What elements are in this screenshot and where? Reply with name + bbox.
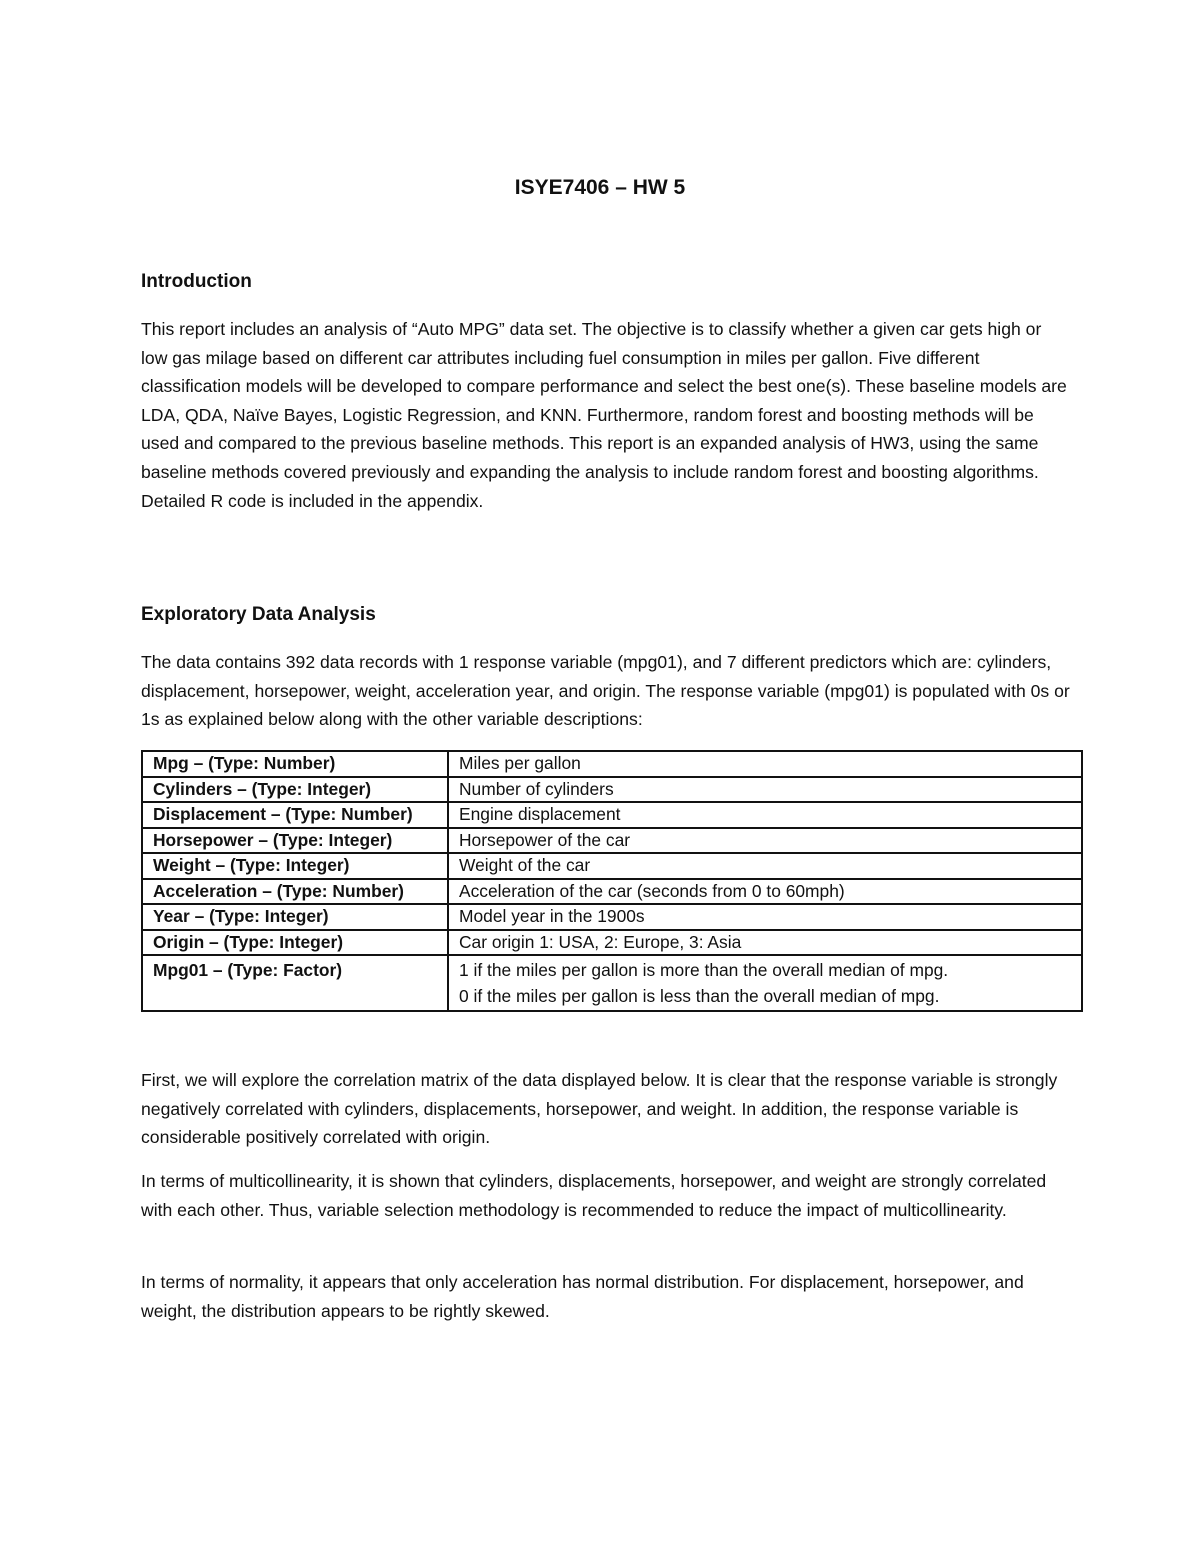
variable-name-cell: Displacement – (Type: Number) — [142, 802, 448, 828]
variable-description-cell: Car origin 1: USA, 2: Europe, 3: Asia — [448, 930, 1082, 956]
table-row — [142, 955, 1082, 1011]
introduction-paragraph: This report includes an analysis of “Auto MPG” data set. The objective is to classify whether a given car gets high or low gas milage based on different car attributes including fuel consumption in miles per gallon. Five different classification models will be developed to compare performance and select the best one(s). These baseline models are LDA, QDA, Naïve Bayes, Logistic Regression, and KNN. Furthermore, random forest and boosting methods will be used and compared to the previous baseline methods. This report is an expanded analysis of HW3, using the same baseline methods covered previously and expanding the analysis to include random forest and boosting algorithms. Detailed R code is included in the appendix. — [141, 319, 1067, 511]
variable-name-cell: Year – (Type: Integer) — [142, 904, 448, 930]
variable-description-cell: Acceleration of the car (seconds from 0 to 60mph) — [448, 879, 1082, 905]
variable-description-cell: Miles per gallon — [448, 751, 1082, 777]
table-row — [142, 930, 1082, 956]
variable-table — [141, 750, 1083, 1012]
normality-paragraph: In terms of normality, it appears that only acceleration has normal distribution. For displacement, horsepower, and weight, the distribution appears to be rightly skewed. — [141, 1272, 1024, 1321]
description-line: 0 if the miles per gallon is less than the overall median of mpg. — [459, 986, 940, 1006]
variable-name-cell: Mpg01 – (Type: Factor) — [142, 955, 448, 1011]
variable-name-cell: Acceleration – (Type: Number) — [142, 879, 448, 905]
table-row — [142, 904, 1082, 930]
document-title: ISYE7406 – HW 5 — [514, 176, 686, 199]
variable-description-cell: Horsepower of the car — [448, 828, 1082, 854]
variable-description-cell: Weight of the car — [448, 853, 1082, 879]
table-row — [142, 879, 1082, 905]
variable-name-cell: Weight – (Type: Integer) — [142, 853, 448, 879]
multicollinearity-paragraph: In terms of multicollinearity, it is shown that cylinders, displacements, horsepower, and weight are strongly correlated with each other. Thus, variable selection methodology is recommended to reduce the impact of multicollinearity. — [141, 1171, 1047, 1220]
variable-name-cell: Mpg – (Type: Number) — [142, 751, 448, 777]
table-row — [142, 777, 1082, 803]
introduction-heading: Introduction — [141, 271, 252, 292]
variable-description-cell — [448, 955, 1082, 1011]
eda-heading: Exploratory Data Analysis — [141, 604, 376, 625]
variable-name-cell: Cylinders – (Type: Integer) — [142, 777, 448, 803]
table-row — [142, 828, 1082, 854]
table-row — [142, 802, 1082, 828]
variable-description-cell: Model year in the 1900s — [448, 904, 1082, 930]
variable-name-cell: Horsepower – (Type: Integer) — [142, 828, 448, 854]
variable-description-cell: Engine displacement — [448, 802, 1082, 828]
description-line: 1 if the miles per gallon is more than the overall median of mpg. — [459, 960, 949, 980]
variable-description-cell: Number of cylinders — [448, 777, 1082, 803]
table-row — [142, 751, 1082, 777]
table-row — [142, 853, 1082, 879]
correlation-paragraph: First, we will explore the correlation matrix of the data displayed below. It is clear that the response variable is strongly negatively correlated with cylinders, displacements, horsepower, and weight. In addition, the response variable is considerable positively correlated with origin. — [141, 1070, 1058, 1148]
variable-name-cell: Origin – (Type: Integer) — [142, 930, 448, 956]
eda-intro-paragraph: The data contains 392 data records with 1 response variable (mpg01), and 7 different predictors which are: cylinders, displacement, horsepower, weight, acceleration year, and origin. The response variable (mpg01) is populated with 0s or 1s as explained below along with the other variable descriptions: — [141, 652, 1070, 730]
